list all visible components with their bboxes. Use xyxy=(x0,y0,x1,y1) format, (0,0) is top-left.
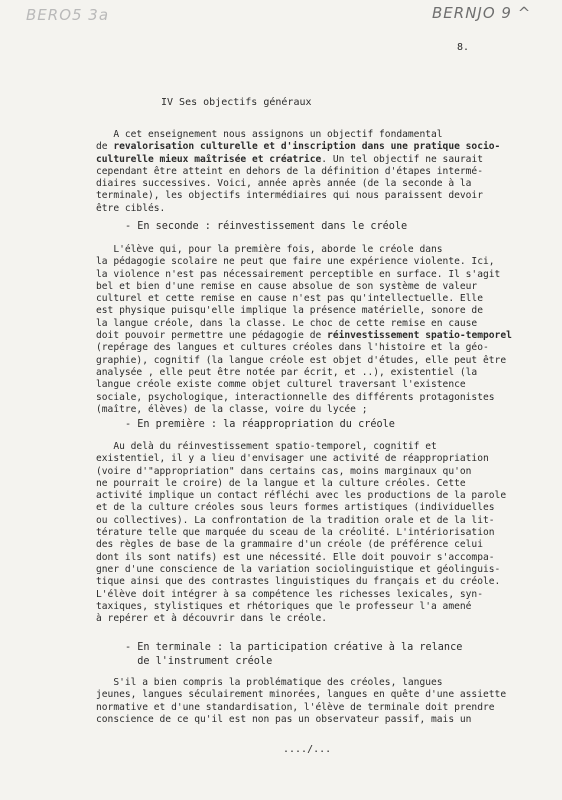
paragraph-seconde: L'élève qui, pour la première fois, aborde le créole dans la pédagogie scolaire ne peut que faire une expérience violente. Ici, la violence n'est pas nécessairement perceptible en surface. Il s'agit bel et bien d'une remise en cause absolue de son système de valeur culturel et cette remise en cause n'est pas qu'intellectuelle. Elle est physique puisqu'elle implique la présence matérielle, sonore de la langue créole, dans la classe. Le choc de cette remise en cause doit pouvoir permettre une pédagogie de réinvestissement spatio-temporel (repérage des langues et cultures créoles dans l'histoire et la géo- graphie), cognitif (la langue créole est objet d'études, elle peut être analysée , elle peut être notée par écrit, et ..), existentiel (la langue créole existe comme objet culturel traversant l'existence sociale, psychologique, interactionnelle des différents protagonistes (maître, élèves) de la classe, voire du lycée ; xyxy=(96,244,512,415)
handwritten-note-right: BERNJO 9 ^ xyxy=(432,4,532,22)
page-number: 8. xyxy=(457,42,470,53)
intro-paragraph: A cet enseignement nous assignons un objectif fondamental de revalorisation culturelle et d'inscription dans une pratique socio- culturelle mieux maîtrisée et créatrice. Un tel objectif ne saurait cependant être atteint en dehors de la définition d'étapes intermé- diaires successives. Voici, année après année (de la seconde à la terminale), les objectifs intermédiaires qui nous paraissent devoir être ciblés. xyxy=(96,129,501,214)
handwritten-note-left: BERO5 3a xyxy=(26,6,110,24)
paragraph-terminale: S'il a bien compris la problématique des créoles, langues jeunes, langues séculairement minorées, langues en quête d'une assiette normative et d'une standardisation, l'élève de terminale doit prendre conscience de ce qu'il est non pas un observateur passif, mais un xyxy=(96,677,507,725)
subsection-title-seconde: - En seconde : réinvestissement dans le créole xyxy=(125,221,408,232)
continuation-marker: ..../... xyxy=(283,744,332,755)
subsection-title-premiere: - En première : la réappropriation du créole xyxy=(125,419,395,430)
subsection-title-terminale: - En terminale : la participation créative à la relance de l'instrument créole xyxy=(125,642,463,667)
paragraph-premiere: Au delà du réinvestissement spatio-temporel, cognitif et existentiel, il y a lieu d'envisager une activité de réappropriation (voire d'"appropriation" dans certains cas, moins marginaux qu'on ne pourrait le croire) de la langue et la culture créoles. Cette activité implique un contact réfléchi avec les productions de la parole et de la culture créoles sous leurs formes artistiques (individuelles ou collectives). La confrontation de la tradition orale et de la lit- térature telle que marquée du sceau de la créolité. L'intériorisation des règles de base de la grammaire d'un créole (de préférence celui dont ils sont natifs) est une nécessité. Elle doit pouvoir s'accompa- gner d'une conscience de la variation sociolinguistique et géolinguis- tique ainsi que des contrastes linguistiques du français et du créole. L'élève doit intégrer à sa compétence les richesses lexicales, syn- taxiques, stylistiques et rhétoriques que le professeur l'a amené à repérer et à découvrir dans le créole. xyxy=(96,441,507,625)
section-heading: IV Ses objectifs généraux xyxy=(161,97,312,108)
